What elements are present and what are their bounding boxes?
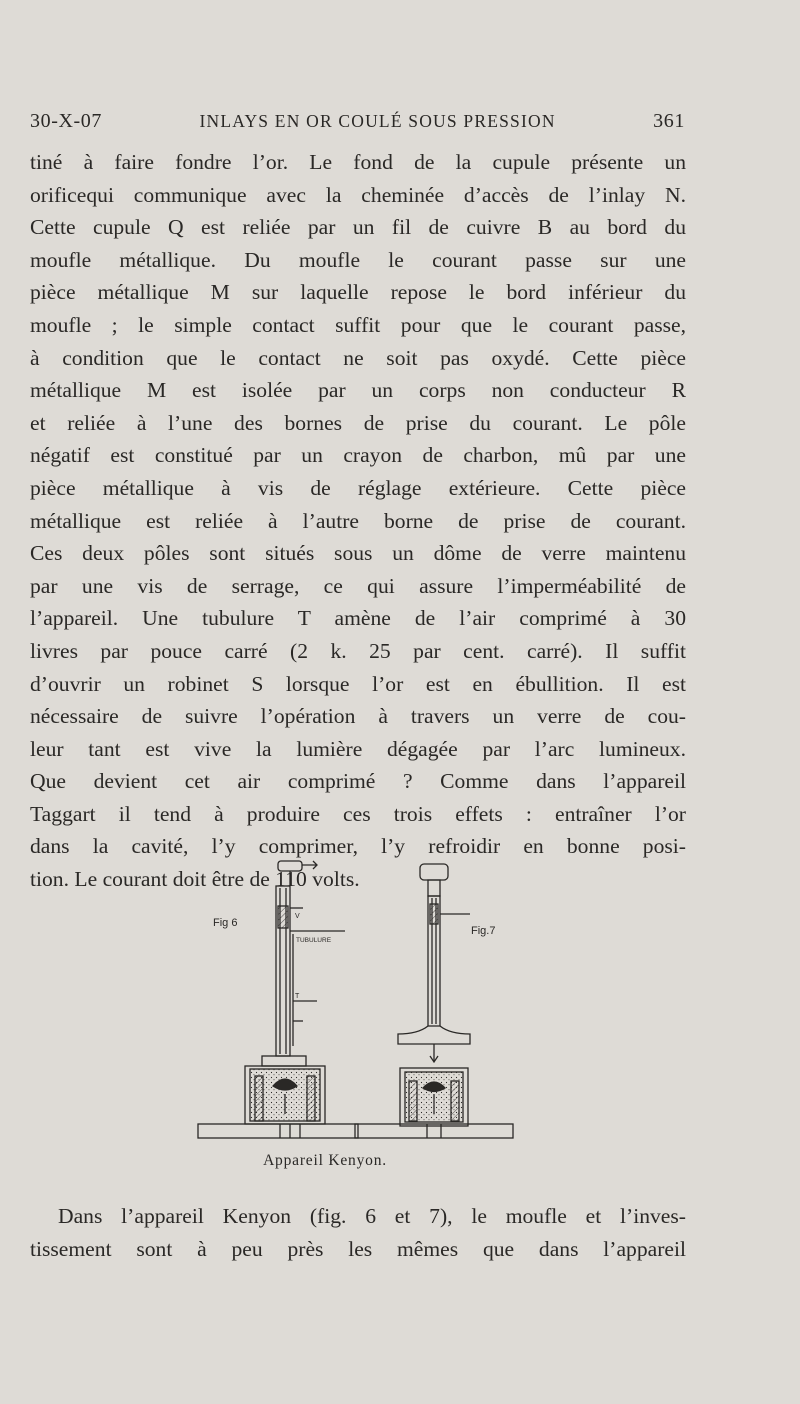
figure-caption: Appareil Kenyon.: [263, 1152, 387, 1169]
kenyon-apparatus-figure: [195, 856, 525, 1146]
fig6-drawing: [198, 861, 358, 1138]
text-line-last: tion. Le courant doit être de 110 volts.: [30, 867, 360, 892]
text-line: Dans l’appareil Kenyon (fig. 6 et 7), le moufle et l’inves-: [58, 1204, 686, 1228]
text-line: nécessaire de suivre l’opération à travers un verre de cou-: [30, 704, 686, 729]
text-line: l’appareil. Une tubulure T amène de l’air comprimé à 30: [30, 606, 686, 631]
fig7-drawing: [355, 864, 513, 1138]
text-line: Ces deux pôles sont situés sous un dôme de verre maintenu: [30, 541, 686, 566]
header-date: 30-X-07: [30, 110, 102, 132]
text-line: tissement sont à peu près les mêmes que dans l’appareil: [30, 1237, 686, 1261]
text-line: d’ouvrir un robinet S lorsque l’or est en ébullition. Il est: [30, 671, 686, 696]
body-text: [30, 146, 686, 896]
continuation-text: [30, 1200, 686, 1266]
text-line: livres par pouce carré (2 k. 25 par cent. carré). Il suffit: [30, 638, 686, 663]
text-line: orificequi communique avec la cheminée d’accès de l’inlay N.: [30, 182, 686, 207]
fig6-label: Fig 6: [213, 917, 238, 929]
page-number: 361: [653, 110, 685, 132]
text-line: moufle ; le simple contact suffit pour que le courant passe,: [30, 312, 686, 337]
text-line: leur tant est vive la lumière dégagée par l’arc lumineux.: [30, 736, 686, 761]
t-label: T: [295, 993, 300, 1000]
text-line: pièce métallique à vis de réglage extérieure. Cette pièce: [30, 475, 686, 500]
text-line: Que devient cet air comprimé ? Comme dans l’appareil: [30, 769, 686, 794]
text-line: Cette cupule Q est reliée par un fil de cuivre B au bord du: [30, 215, 686, 240]
text-line: à condition que le contact ne soit pas oxydé. Cette pièce: [30, 345, 686, 370]
text-line: tiné à faire fondre l’or. Le fond de la cupule présente un: [30, 150, 686, 174]
header-title: INLAYS EN OR COULÉ SOUS PRESSION: [199, 111, 556, 131]
text-line: et reliée à l’une des bornes de prise du courant. Le pôle: [30, 410, 686, 435]
v-label: V: [295, 913, 300, 920]
text-line: Taggart il tend à produire ces trois effets : entraîner l’or: [30, 801, 686, 826]
text-line: dans la cavité, l’y comprimer, l’y refroidir en bonne posi-: [30, 834, 686, 859]
text-line: métallique M est isolée par un corps non conducteur R: [30, 378, 686, 403]
text-line: moufle métallique. Du moufle le courant passe sur une: [30, 247, 686, 272]
fig7-label: Fig.7: [471, 925, 496, 937]
tubulure-label: TUBULURE: [296, 937, 332, 944]
text-line: par une vis de serrage, ce qui assure l’imperméabilité de: [30, 573, 686, 598]
running-header: [30, 110, 685, 133]
text-line: métallique est reliée à l’autre borne de prise de courant.: [30, 508, 686, 533]
text-line: pièce métallique M sur laquelle repose le bord inférieur du: [30, 280, 686, 305]
text-line: négatif est constitué par un crayon de charbon, mû par une: [30, 443, 686, 468]
